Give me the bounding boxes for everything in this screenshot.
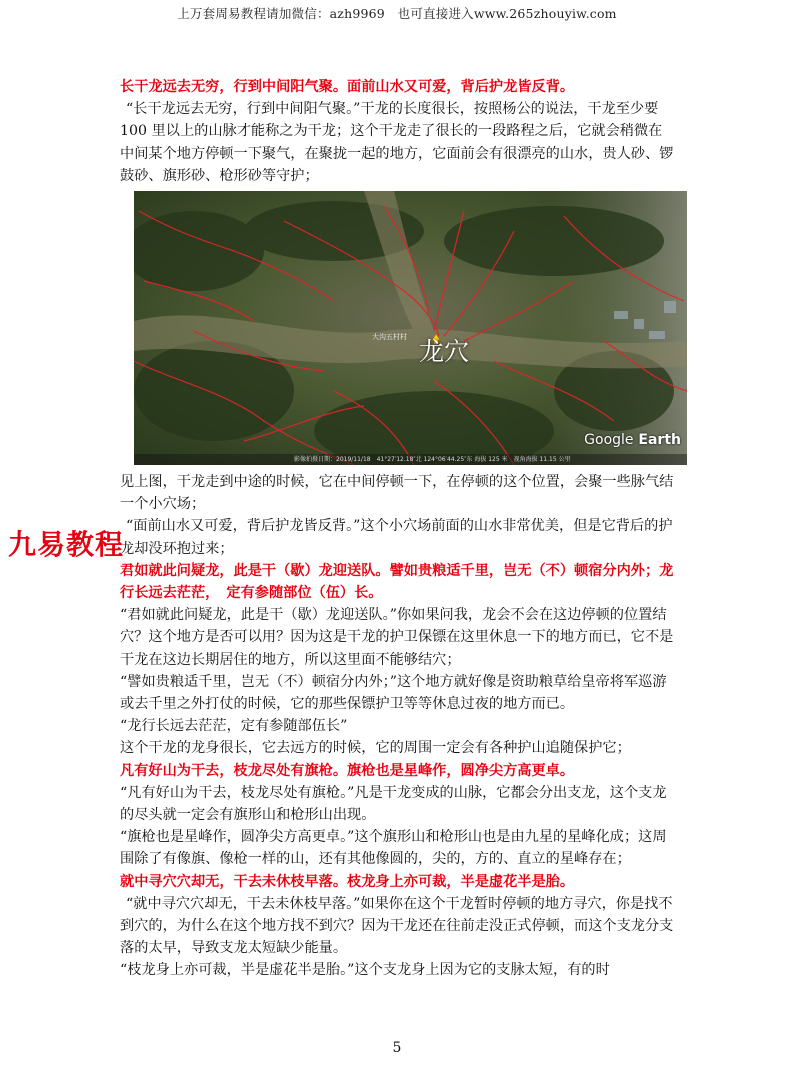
google-earth-logo: Google Earth [584,431,681,448]
document-body [120,76,681,982]
commentary-paragraph: “长干龙远去无穷，行到中间阳气聚。”干龙的长度很长，按照杨公的说法，干龙至少要 100 里以上的山脉才能称之为干龙；这个干龙走了很长的一段路程之后，它就会稍微在中间某个地方停顿一下聚气，在聚拢一起的地方，它面前会有很漂亮的山水，贵人砂、锣鼓砂、旗形砂、枪形砂等守护； [120,101,674,184]
verse-line: 长干龙远去无穷，行到中间阳气聚。面前山水又可爱，背后护龙皆反背。 [120,79,575,95]
page-number: 5 [392,1040,402,1056]
terrain-illustration [134,191,687,465]
commentary-paragraph: 这个干龙的龙身很长，它去远方的时候，它的周围一定会有各种护山追随保护它； [120,740,631,757]
satellite-map-image [134,191,687,465]
commentary-paragraph: “君如就此问疑龙，此是干（歇）龙迎送队。”你如果问我，龙会不会在这边停顿的位置结穴？这个地方是否可以用？因为这是干龙的护卫保镖在这里休息一下的地方而已，它不是干龙在这边长期居住的地方，所以这里面不能够结穴； [120,607,674,668]
commentary-paragraph: “旗枪也是星峰作，圆净尖方高更卓。”这个旗形山和枪形山也是由九星的星峰化成；这周围除了有像旗、像枪一样的山，还有其他像圆的，尖的，方的、直立的星峰存在； [120,829,667,868]
commentary-paragraph: “枝龙身上亦可裁，半是虚花半是胎。”这个支龙身上因为它的支脉太短，有的时 [120,962,610,979]
watermark-logo: 九易教程 [8,528,125,561]
map-place-label: 大沟五村村 [372,333,407,342]
commentary-paragraph: 见上图，干龙走到中途的时候，它在中间停顿一下，在停顿的这个位置，会聚一些脉气结一个小穴场； [120,474,674,513]
commentary-paragraph: “面前山水又可爱，背后护龙皆反背。”这个小穴场前面的山水非常优美，但是它背后的护龙却没环抱过来； [120,518,673,557]
commentary-paragraph: “譬如贵粮适千里，岂无（不）顿宿分内外；”这个地方就好像是资助粮草给皇帝将军巡游或去千里之外打仗的时候，它的那些保镖护卫等等休息过夜的地方而已。 [120,673,667,713]
commentary-paragraph: “凡有好山为干去，枝龙尽处有旗枪。”凡是干龙变成的山脉，它都会分出支龙，这个支龙的尽头就一定会有旗形山和枪形山出现。 [120,784,667,824]
map-metadata-caption: 影像拍摄日期：2019/11/18 41°27′12.18″北 124°06′44.25″东 海拔 125 米 视角海拔 11.15 公里 [134,454,687,465]
verse-line: 就中寻穴穴却无，干去未休枝早落。枝龙身上亦可裁，半是虚花半是胎。 [120,873,575,890]
page-header: 上万套周易教程请加微信：azh9969 也可直接进入www.265zhouyiw.com [177,6,617,21]
verse-line: 君如就此问疑龙，此是干（歇）龙迎送队。譬如贵粮适千里，岂无（不）顿宿分内外；龙行长远去茫茫， 定有参随部位（伍）长。 [120,562,674,602]
commentary-paragraph: “就中寻穴穴却无，干去未休枝早落。”如果你在这个干龙暂时停顿的地方寻穴，你是找不到穴的，为什么在这个地方找不到穴？因为干龙还在往前走没正式停顿，而这个支龙分支落的太早，导致支龙太短缺少能量。 [120,895,674,957]
map-dragon-cave-label: 龙穴 [419,337,470,367]
verse-line: 凡有好山为干去，枝龙尽处有旗枪。旗枪也是星峰作，圆净尖方高更卓。 [120,762,575,779]
commentary-paragraph: “龙行长远去茫茫，定有参随部伍长” [120,718,348,735]
